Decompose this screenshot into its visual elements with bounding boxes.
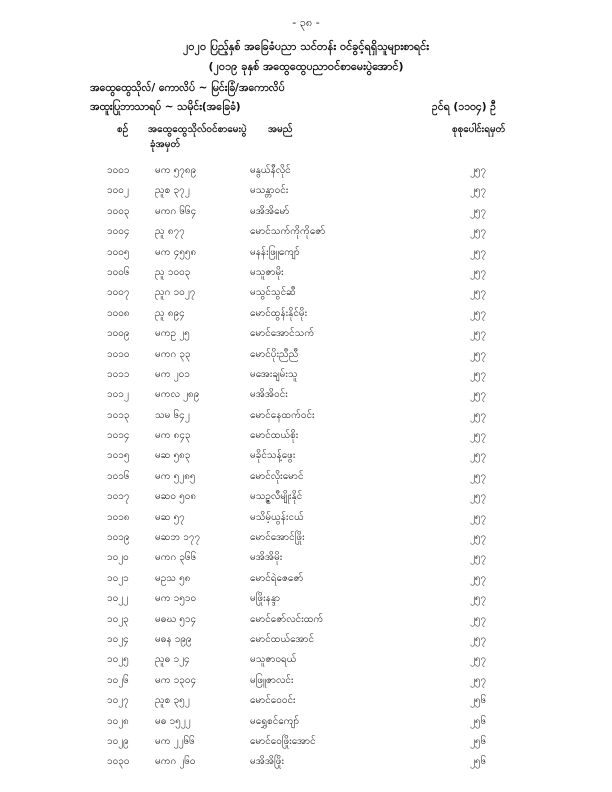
table-row [0,262,612,282]
serial-no-cell: ၁၀၁၇ [107,491,130,503]
total-marks-cell: ၂၅၇ [470,674,487,686]
total-marks-cell: ၂၅၇ [470,552,487,564]
total-marks-cell: ၂၅၇ [470,654,487,666]
serial-no-cell: ၁၀၁၆ [107,470,130,482]
table-row [0,547,612,567]
serial-no-cell: ၁၀၁၀ [107,348,130,360]
student-name-cell: မောင်ထယ်စိုး [250,430,299,442]
serial-no-cell: ၁၀၁၁ [107,368,130,380]
serial-no-cell: ၁၀၁၂ [107,389,129,401]
table-row [0,344,612,364]
roll-no-cell: ညူစ ၃၇၂ [155,185,190,197]
serial-no-cell: ၁၀၂၄ [107,633,129,645]
roll-no-cell: မဓဃ ၅၁၄ [155,613,197,625]
count-label: ဥင်ရ (၁၁၀၄) ဦ [432,101,497,113]
table-row [0,323,612,343]
serial-no-cell: ၁၀၁၈ [107,511,130,523]
total-marks-cell: ၂၅၇ [470,307,487,319]
table-row [0,527,612,547]
roll-no-cell: သမ ၆၄၂ [155,409,190,421]
student-list [0,160,612,772]
roll-no-cell: ညူစ ၃၅၂ [155,695,190,707]
total-marks-cell: ၂၅၇ [470,389,487,401]
total-marks-cell: ၂၅၇ [470,430,487,442]
roll-no-cell: မကဂ ၂၆၀ [155,756,196,768]
serial-no-cell: ၁၀၂၉ [107,735,129,747]
serial-no-cell: ၁၀၂၈ [107,715,129,727]
total-marks-cell: ၂၅၇ [470,511,487,523]
student-name-cell: မသဥ္ဇလီမျိုးနိုင် [250,491,303,503]
table-row [0,731,612,751]
serial-no-cell: ၁၀၀၁ [107,165,130,176]
total-marks-cell: ၂၅၆ [470,695,487,707]
total-marks-cell: ၂၅၇ [470,226,487,238]
roll-no-cell: မကဥ ၂၅ [155,328,190,340]
serial-no-cell: ၁၀၀၂ [107,185,129,197]
serial-no-cell: ၁၀၁၉ [107,532,130,544]
university-label: အထွေထွေသိုလ်/ ကောလိပ် ~ မြင်းခြံ/အကောလိပ် [90,82,285,94]
serial-no-cell: ၁၀၀၆ [107,266,130,278]
document-subtitle: (၂၀၁၉ ခုနှစ် အထွေထွေပညာဝင်စာမေးပွဲအောင်) [208,60,404,73]
table-row [0,466,612,486]
roll-no-cell: မဆဝ ၅၀၈ [155,491,197,503]
roll-no-cell: ညူဂ ၁၀၂၇ [155,287,196,299]
serial-no-cell: ၁၀၂၇ [107,695,129,707]
student-name-cell: မနွယ်နီလိုင် [250,165,291,176]
student-name-cell: မောင်လိုးမောင် [250,470,304,482]
student-name-cell: မသူဇာဝရယ် [250,654,297,666]
total-marks-cell: ၂၅၇ [470,205,487,217]
serial-no-cell: ၁၀၀၉ [107,328,130,340]
student-name-cell: မောင်ပိုးညီညီ [250,348,299,360]
serial-no-cell: ၁၀၂၁ [107,572,129,584]
roll-no-cell: မဓန ၁၉၉ [155,633,192,645]
table-row [0,282,612,302]
total-marks-cell: ၂၅၇ [470,328,487,340]
student-name-cell: မအိအိမိုး [250,552,283,564]
document-title: ၂၀၂၀ ပြည့်နှစ် အခြေခံပညာ သင်တန်း ဝင်ခွင့်ရရှိသူများစာရင်း [182,40,430,53]
table-row [0,711,612,731]
roll-no-cell: မက ၁၅၁၀ [155,593,197,605]
roll-no-cell: မက ၄၅၅၈ [155,246,197,258]
roll-no-cell: မက ၁၃၀၄ [155,674,197,686]
serial-no-cell: ၁၀၀၃ [107,205,130,217]
roll-no-cell: မကလ ၂၈၉ [155,389,200,401]
table-row [0,609,612,629]
page-number: - ၃၈ - [292,16,320,29]
serial-no-cell: ၁၀၂၀ [107,552,129,564]
roll-no-cell: မဥသ ၅၈ [155,572,191,584]
student-name-cell: မသူဇာမိုး [250,266,284,278]
roll-no-cell: ညူဓ ၁၂၄ [155,654,190,666]
serial-no-cell: ၁၀၁၄ [107,430,130,442]
total-marks-cell: ၂၅၇ [470,491,487,503]
student-name-cell: မောင်ထယ်အောင် [250,633,315,645]
total-marks-cell: ၂၅၇ [470,368,487,380]
total-marks-cell: ၂၅၇ [470,450,487,462]
total-marks-cell: ၂၅၇ [470,246,487,258]
student-name-cell: မောင်အောင်သက် [250,328,315,340]
roll-no-cell: မဓ ၁၅၂၂ [155,715,191,727]
serial-no-cell: ၁၀၀၄ [107,226,130,238]
table-row [0,303,612,323]
serial-no-cell: ၁၀၂၅ [107,654,129,666]
total-marks-cell: ၂၅၇ [470,613,487,625]
serial-no-cell: ၁၀၀၅ [107,246,130,258]
roll-no-cell: မဆဘ ၁၇၇ [155,532,201,544]
roll-no-cell: မက ၈၄၃ [155,430,191,442]
student-name-cell: မခိုင်သန့်ဖွေး [250,450,296,462]
student-name-cell: မအိအိဖြိုး [250,756,285,768]
header-roll-no-line2: ခုံအမှတ် [150,139,181,150]
student-name-cell: မောင်ရဲဇေဇော် [250,572,304,584]
roll-no-cell: မက ၂၀၁ [155,368,190,380]
table-row [0,242,612,262]
header-serial-no: စဉ် [117,124,129,135]
table-row [0,160,612,180]
serial-no-cell: ၁၀၁၃ [107,409,130,421]
total-marks-cell: ၂၅၇ [470,348,487,360]
roll-no-cell: မက ၅၇၈၉ [155,165,197,176]
serial-no-cell: ၁၀၂၃ [107,613,129,625]
serial-no-cell: ၁၀၀၇ [107,287,130,299]
student-name-cell: မောင်သက်ကိုကိုဇော် [250,226,326,238]
table-row [0,384,612,404]
roll-no-cell: မဆ ၅၇ [155,511,185,523]
roll-no-cell: မက ၅၂၈၅ [155,470,196,482]
total-marks-cell: ၂၅၇ [470,409,487,421]
subject-label: အထူးပြုဘာသာရပ် ~ သမိုင်း(အခြေခံ) [90,101,241,113]
total-marks-cell: ၂၅၆ [470,735,487,747]
student-name-cell: မောင်နေထက်ဝင်း [250,409,315,421]
student-name-cell: မနန်းဖြူကျော် [250,246,300,258]
table-row [0,221,612,241]
total-marks-cell: ၂၅၇ [470,470,487,482]
student-name-cell: မသွင်သွင်ဆီ [250,287,296,299]
table-row [0,507,612,527]
total-marks-cell: ၂၅၇ [470,165,487,176]
total-marks-cell: ၂၅၇ [470,266,487,278]
total-marks-cell: ၂၅၇ [470,593,487,605]
roll-no-cell: မက ၂၂၆၆ [155,735,195,747]
header-name: အမည် [268,124,293,135]
total-marks-cell: ၂၅၇ [470,287,487,299]
serial-no-cell: ၁၀၀၈ [107,307,130,319]
table-row [0,425,612,445]
table-row [0,751,612,771]
student-name-cell: မသိမ့်ယွန်းငယ် [250,511,304,523]
table-row [0,364,612,384]
roll-no-cell: မကဂ ၆၆၄ [155,205,197,217]
student-name-cell: မအိအိဝင်း [250,389,288,401]
table-row [0,180,612,200]
table-row [0,649,612,669]
serial-no-cell: ၁၀၂၆ [107,674,129,686]
header-total-marks: စုစုပေါင်းရမှတ် [452,124,506,135]
table-row [0,201,612,221]
student-name-cell: မဖြိုးနန္ဒာ [250,593,281,605]
table-row [0,670,612,690]
roll-no-cell: မကဂ ၃၃ [155,348,191,360]
student-name-cell: မရွှေစင်ကျော် [250,715,300,727]
student-name-cell: မောင်ဝေဝင်း [250,695,296,707]
roll-no-cell: မကဂ ၃၆၆ [155,552,197,564]
table-row [0,486,612,506]
serial-no-cell: ၁၀၃၀ [107,756,130,768]
roll-no-cell: ညူ ၈၉၄ [155,307,185,319]
roll-no-cell: မဆ ၅၈၃ [155,450,191,462]
total-marks-cell: ၂၅၆ [470,715,487,727]
table-row [0,568,612,588]
total-marks-cell: ၂၅၆ [470,756,487,768]
total-marks-cell: ၂၅၇ [470,185,487,197]
student-name-cell: မောင်ထွန်းနိုင်မိုး [250,307,308,319]
table-row [0,588,612,608]
student-name-cell: မောင်ဝေဖြိုးအောင် [250,735,316,747]
table-row [0,690,612,710]
total-marks-cell: ၂၅၇ [470,633,487,645]
student-name-cell: မောင်ဇော်လင်းထက် [250,613,324,625]
total-marks-cell: ၂၅၇ [470,572,487,584]
student-name-cell: မအိအိမော် [250,205,290,217]
table-row [0,405,612,425]
roll-no-cell: ညူ ၈၇၇ [155,226,185,238]
total-marks-cell: ၂၅၇ [470,532,487,544]
student-name-cell: မောင်အောင်ဖြိုး [250,532,305,544]
serial-no-cell: ၁၀၂၂ [107,593,129,605]
student-name-cell: မသန္တာဝင်း [250,185,289,197]
student-name-cell: မဖြူဇာလင်း [250,674,294,686]
roll-no-cell: ညူ ၁၀၀၃ [155,266,191,278]
header-roll-no: အထွေထွေသိုလ်ဝင်စာမေးပွဲ [148,124,247,135]
table-row [0,445,612,465]
student-name-cell: မအေးချမ်းသူ [250,368,298,380]
table-row [0,629,612,649]
serial-no-cell: ၁၀၁၅ [107,450,130,462]
